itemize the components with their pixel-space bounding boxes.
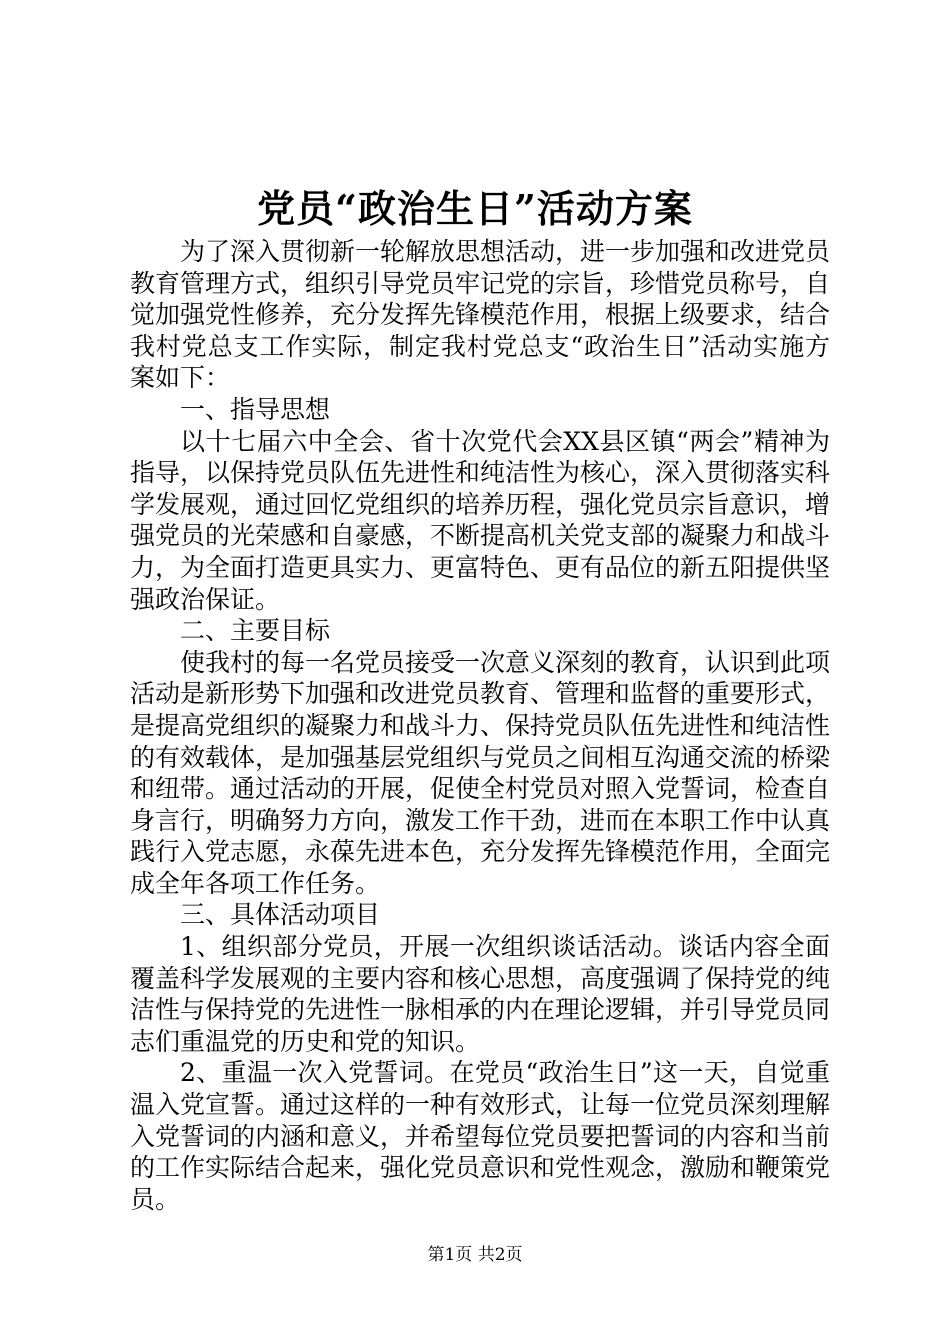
section-heading-guiding-ideology: 一、指导思想 (180, 394, 331, 424)
section-heading-main-goals: 二、主要目标 (180, 616, 331, 646)
paragraph-intro: 为了深入贯彻新一轮解放思想活动，进一步加强和改进党员教育管理方式，组织引导党员牢记党的宗旨，珍惜党员称号，自觉加强党性修养，充分发挥先锋模范作用，根据上级要求，结合我村党总支工作实际，制定我村党总支“政治生日”活动实施方案如下： (130, 237, 831, 393)
paragraph-activity-item-2: 2、重温一次入党誓词。在党员“政治生日”这一天，自觉重温入党宣誓。通过这样的一种有效形式，让每一位党员深刻理解入党誓词的内涵和意义，并希望每位党员要把誓词的内容和当前的工作实际结合起来，强化党员意识和党性观念，激励和鞭策党员。 (130, 1058, 831, 1214)
paragraph-main-goals: 使我村的每一名党员接受一次意义深刻的教育，认识到此项活动是新形势下加强和改进党员教育、管理和监督的重要形式，是提高党组织的凝聚力和战斗力、保持党员队伍先进性和纯洁性的有效载体，是加强基层党组织与党员之间相互沟通交流的桥梁和纽带。通过活动的开展，促使全村党员对照入党誓词，检查自身言行，明确努力方向，激发工作干劲，进而在本职工作中认真践行入党志愿，永葆先进本色，充分发挥先锋模范作用，全面完成全年各项工作任务。 (130, 647, 831, 898)
document-body (130, 236, 830, 1215)
paragraph-activity-item-1: 1、组织部分党员，开展一次组织谈话活动。谈话内容全面覆盖科学发展观的主要内容和核心思想，高度强调了保持党的纯洁性与保持党的先进性一脉相承的内在理论逻辑，并引导党员同志们重温党的历史和党的知识。 (130, 932, 831, 1056)
section-heading-activity-items: 三、具体活动项目 (180, 900, 381, 930)
paragraph-guiding-ideology: 以十七届六中全会、省十次党代会XX县区镇“两会”精神为指导，以保持党员队伍先进性和纯洁性为核心，深入贯彻落实科学发展观，通过回忆党组织的培养历程，强化党员宗旨意识，增强党员的光荣感和自豪感，不断提高机关党支部的凝聚力和战斗力，为全面打造更具实力、更富特色、更有品位的新五阳提供坚强政治保证。 (130, 426, 831, 614)
document-title: 党员“政治生日”活动方案 (257, 186, 693, 231)
page-footer: 第1页 共2页 (427, 1245, 523, 1265)
